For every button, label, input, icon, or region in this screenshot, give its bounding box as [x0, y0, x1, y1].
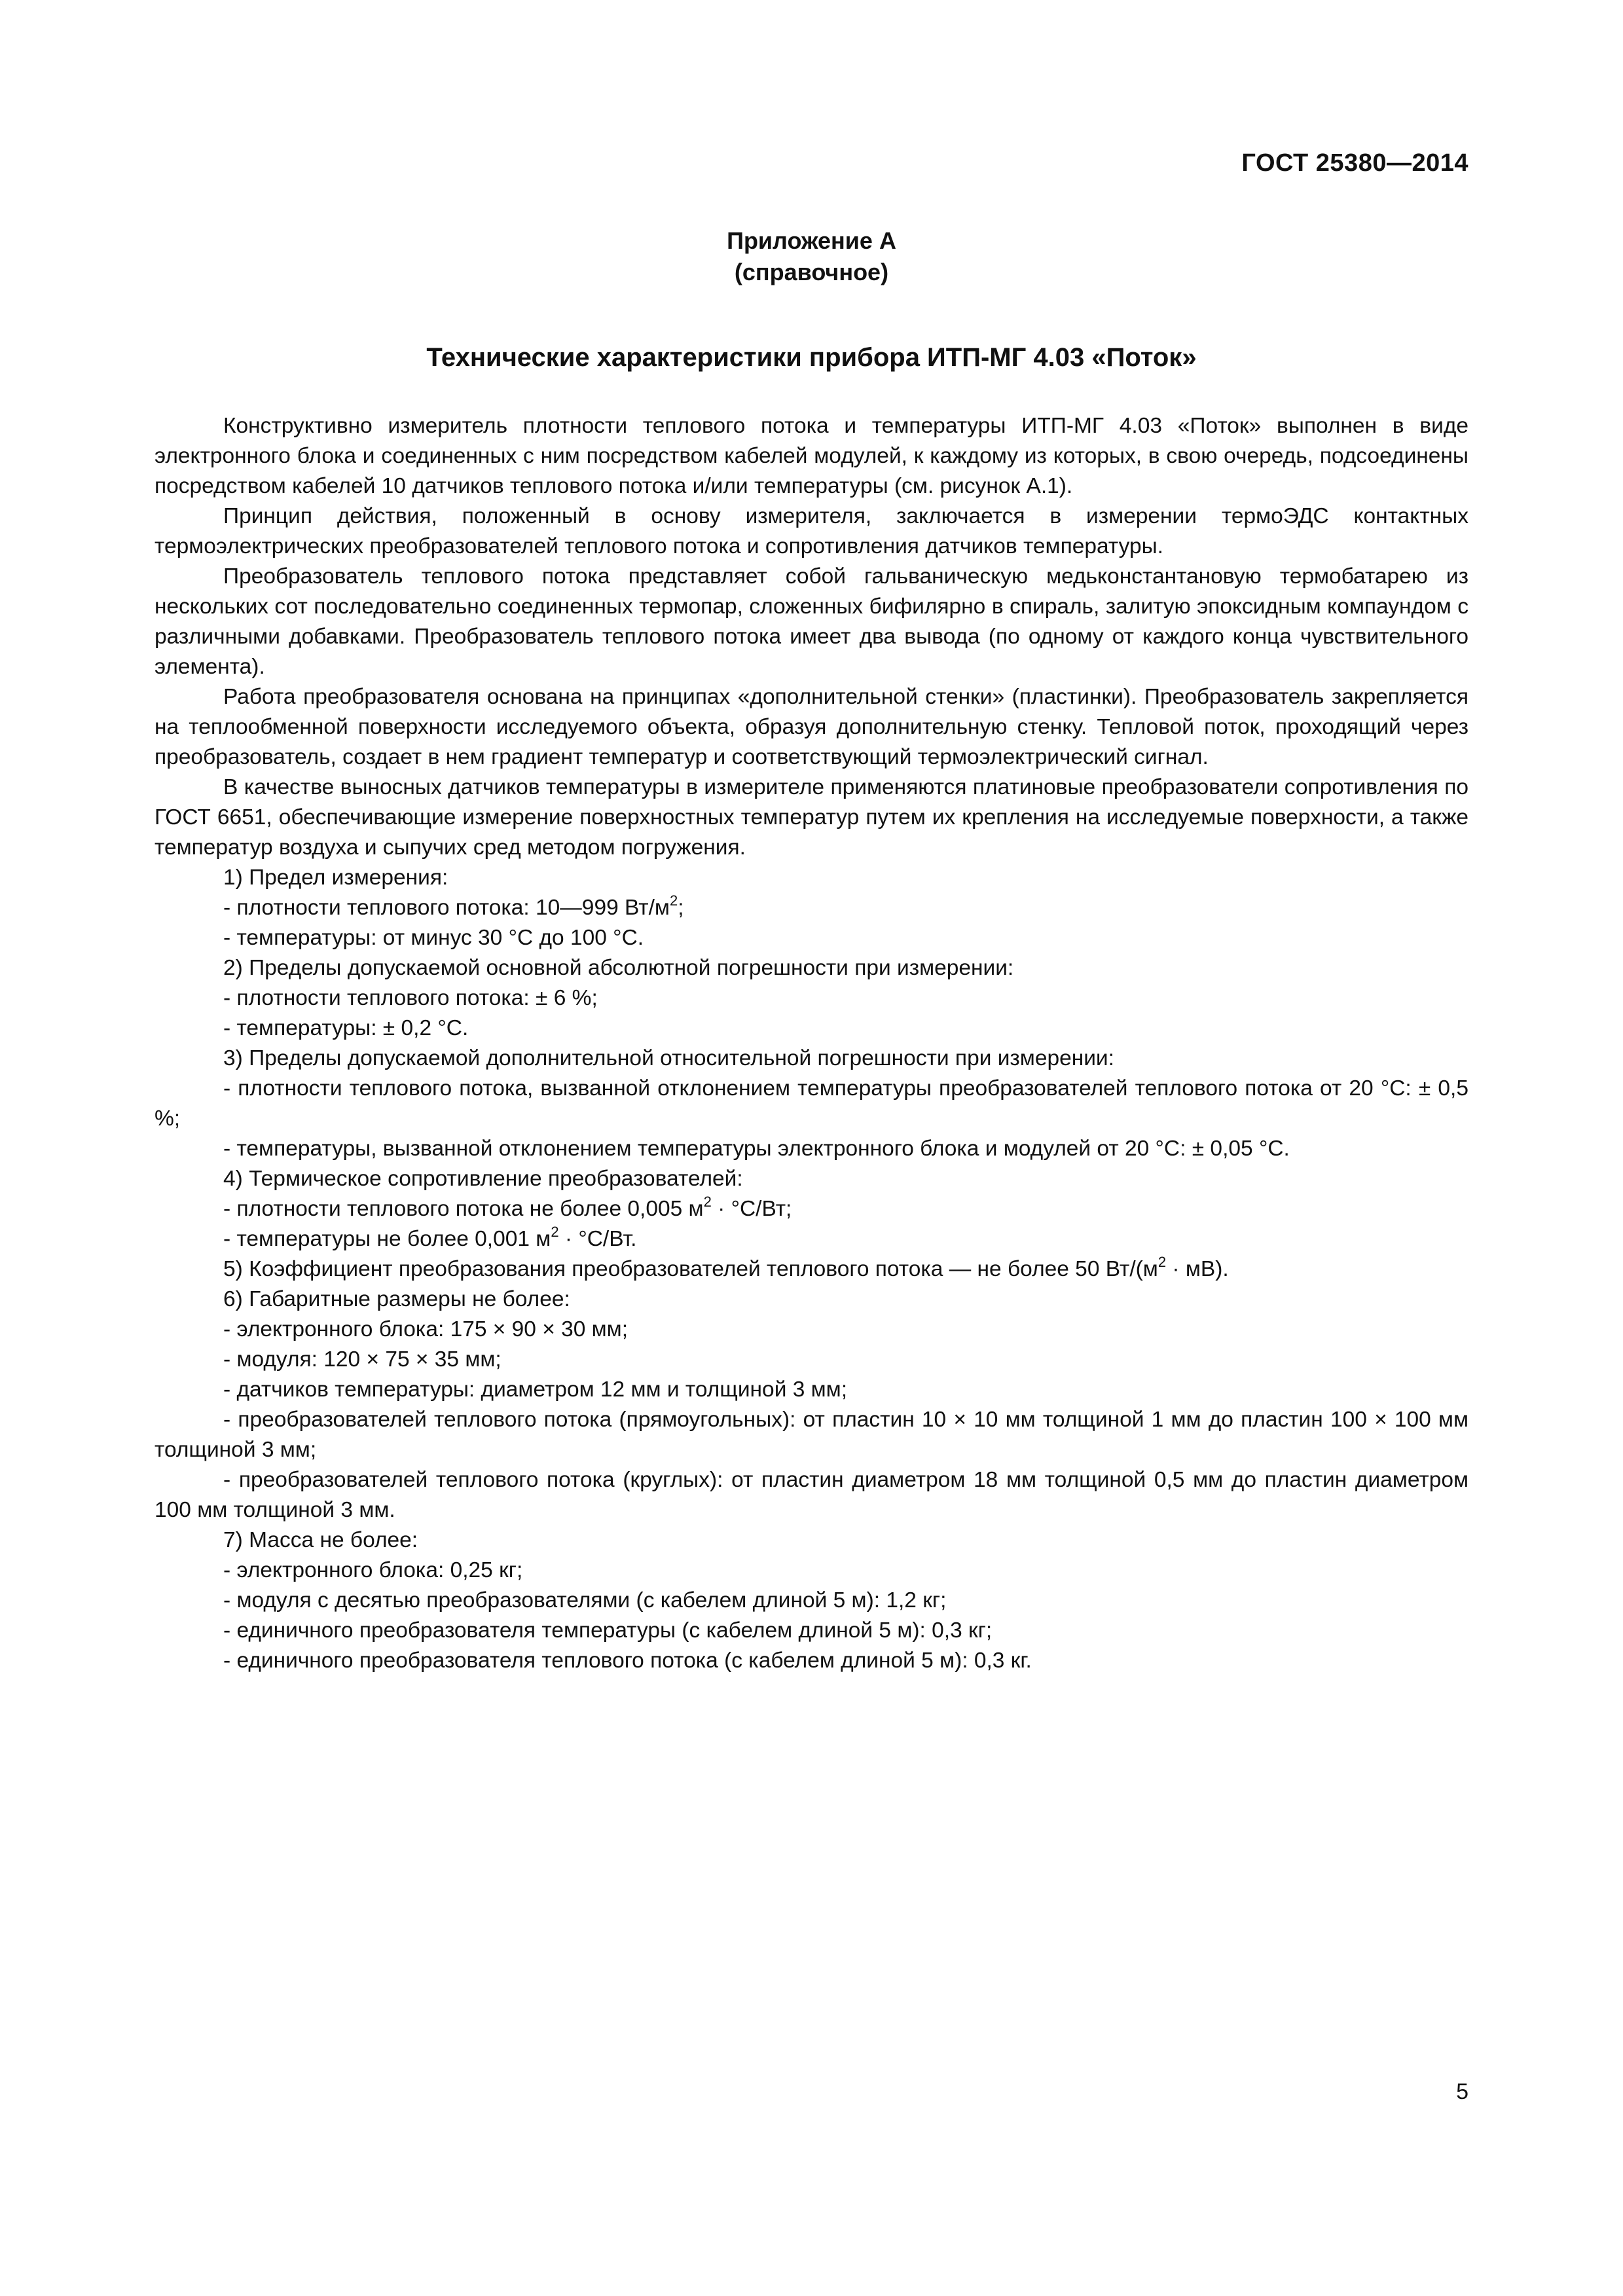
- paragraph-sensors: В качестве выносных датчиков температуры в измерителе применяются платиновые преобразователи сопротивления по ГОСТ 6651, обеспечивающие измерение поверхностных температур путем их крепления на исследуемые поверхности, а также температур воздуха и сыпучих сред методом погружения.: [155, 775, 1468, 860]
- spec-7-title: 7) Масса не более:: [223, 1528, 418, 1552]
- standard-number: ГОСТ 25380—2014: [1241, 149, 1468, 177]
- spec-3-temp: - температуры, вызванной отклонением температуры электронного блока и модулей от 20 °С: ± 0,05 °С.: [223, 1137, 1290, 1161]
- spec-1-title: 1) Предел измерения:: [223, 866, 448, 890]
- spec-1-flux: - плотности теплового потока: 10—999 $Вт/м^2$;: [223, 892, 684, 920]
- spec-7-flux: - единичного преобразователя теплового потока (с кабелем длиной 5 м): 0,3 кг.: [223, 1649, 1032, 1673]
- spec-7-module: - модуля с десятью преобразователями (с кабелем длиной 5 м): 1,2 кг;: [223, 1588, 947, 1613]
- spec-6-round: - преобразователей теплового потока (круглых): от пластин диаметром 18 мм толщиной 0,5 мм до пластин диаметром 100 мм толщиной 3 мм.: [155, 1468, 1468, 1522]
- spec-3-flux: - плотности теплового потока, вызванной отклонением температуры преобразователей теплового потока от 20 °С: ± 0,5 %;: [155, 1076, 1468, 1131]
- spec-2-temp: - температуры: ± 0,2 °С.: [223, 1016, 469, 1040]
- spec-4-flux: - плотности теплового потока не более 0,005 $м^2 \cdot ^\circ С/Вт$;: [223, 1194, 792, 1221]
- spec-6-block: - электронного блока: 175 × 90 × 30 мм;: [223, 1317, 629, 1341]
- paragraph-design: Конструктивно измеритель плотности теплового потока и температуры ИТП-МГ 4.03 «Поток» выполнен в виде электронного блока и соединенных с ним посредством кабелей модулей, к каждому из которых, в свою очередь, подсоединены посредством кабелей 10 датчиков теплового потока и/или температуры (см. рисунок А.1).: [155, 414, 1468, 498]
- paragraph-principle: Принцип действия, положенный в основу измерителя, заключается в измерении термоЭДС контактных термоэлектрических преобразователей теплового потока и сопротивления датчиков температуры.: [155, 504, 1468, 558]
- page-number: 5: [1456, 2079, 1468, 2104]
- document-body: [155, 411, 1468, 1676]
- spec-2-flux: - плотности теплового потока: ± 6 %;: [223, 986, 598, 1010]
- spec-4-title: 4) Термическое сопротивление преобразователей:: [223, 1167, 743, 1191]
- document-title: Технические характеристики прибора ИТП-МГ 4.03 «Поток»: [426, 343, 1197, 372]
- appendix-heading: [0, 225, 1623, 288]
- spec-7-block: - электронного блока: 0,25 кг;: [223, 1558, 523, 1582]
- paragraph-operation: Работа преобразователя основана на принципах «дополнительной стенки» (пластинки). Преобразователь закрепляется на теплообменной поверхности исследуемого объекта, образуя дополнительную стенку. Тепловой поток, проходящий через преобразователь, создает в нем градиент температур и соответствующий термоэлектрический сигнал.: [155, 685, 1468, 769]
- spec-2-title: 2) Пределы допускаемой основной абсолютной погрешности при измерении:: [223, 956, 1014, 980]
- spec-6-title: 6) Габаритные размеры не более:: [223, 1287, 570, 1311]
- spec-6-sensors: - датчиков температуры: диаметром 12 мм и толщиной 3 мм;: [223, 1377, 848, 1402]
- spec-1-temp: - температуры: от минус 30 °С до 100 °С.: [223, 926, 644, 950]
- spec-6-rect: - преобразователей теплового потока (прямоугольных): от пластин 10 × 10 мм толщиной 1 мм до пластин 100 × 100 мм толщиной 3 мм;: [155, 1408, 1468, 1462]
- spec-6-module: - модуля: 120 × 75 × 35 мм;: [223, 1347, 501, 1372]
- spec-3-title: 3) Пределы допускаемой дополнительной относительной погрешности при измерении:: [223, 1046, 1114, 1070]
- paragraph-transducer: Преобразователь теплового потока представляет собой гальваническую медьконстантановую термобатарею из нескольких сот последовательно соединенных термопар, сложенных бифилярно в спираль, залитую эпоксидным компаундом с различными добавками. Преобразователь теплового потока имеет два вывода (по одному от каждого конца чувствительного элемента).: [155, 564, 1468, 679]
- appendix-title: Приложение А: [727, 227, 896, 254]
- spec-4-temp: - температуры не более 0,001 $м^2 \cdot ^\circ С/Вт$.: [223, 1224, 637, 1251]
- appendix-type: (справочное): [734, 259, 889, 285]
- spec-5: 5) Коэффициент преобразования преобразователей теплового потока — не более 50 $Вт/(м^2 \cdot мВ)$.: [223, 1254, 1229, 1281]
- spec-7-temp: - единичного преобразователя температуры (с кабелем длиной 5 м): 0,3 кг;: [223, 1618, 993, 1643]
